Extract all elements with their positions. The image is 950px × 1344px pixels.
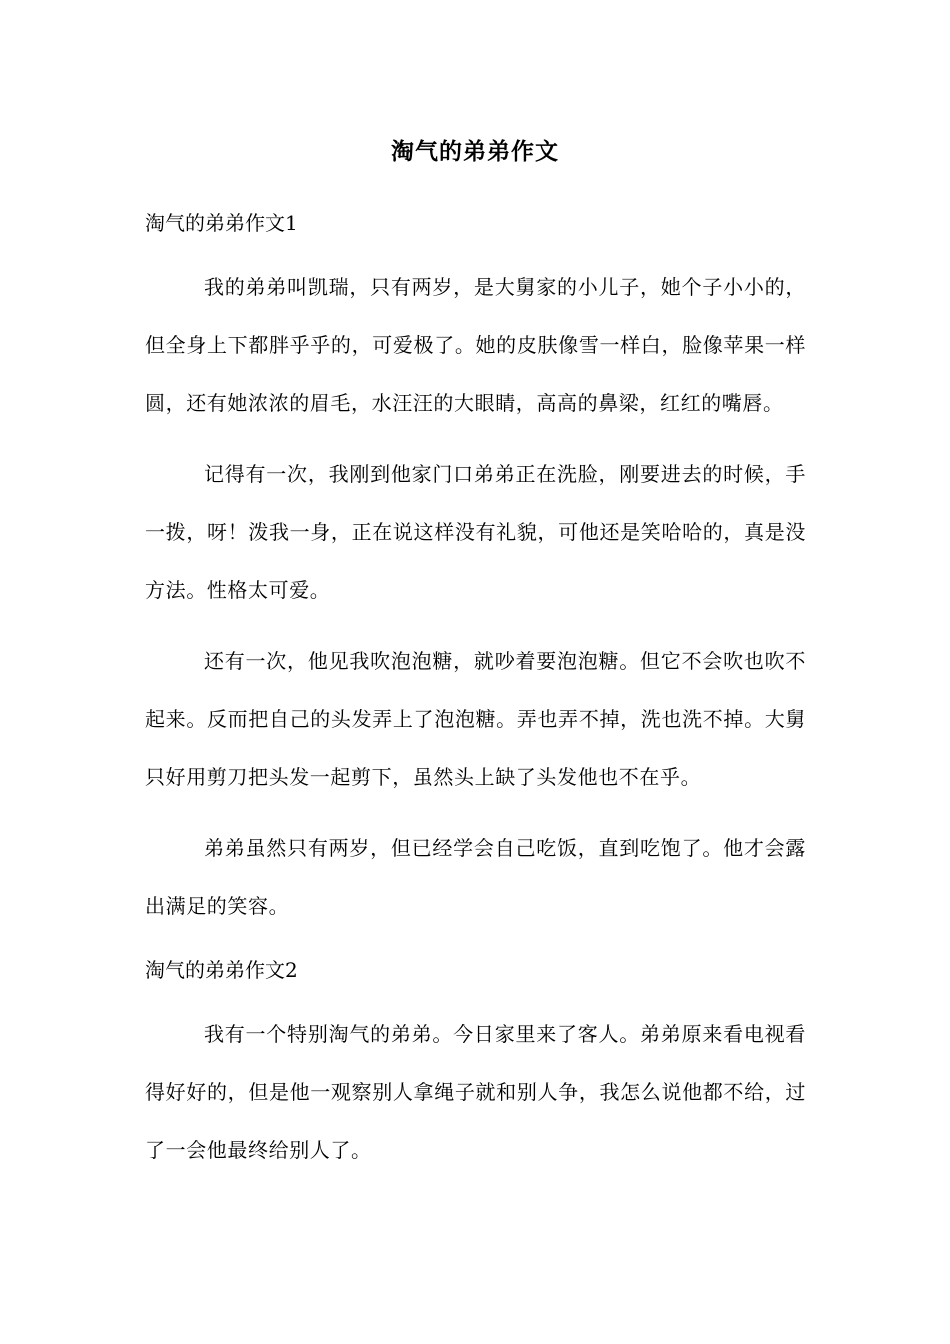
document-body xyxy=(145,201,806,1192)
paragraph: 弟弟虽然只有两岁，但已经学会自己吃饭，直到吃饱了。他才会露出满足的笑容。 xyxy=(145,836,806,918)
paragraph: 我的弟弟叫凯瑞，只有两岁，是大舅家的小儿子，她个子小小的，但全身上下都胖乎乎的，可爱极了。她的皮肤像雪一样白，脸像苹果一样圆，还有她浓浓的眉毛，水汪汪的大眼睛，高高的鼻梁，红红的嘴唇。 xyxy=(145,275,806,415)
paragraph: 记得有一次，我刚到他家门口弟弟正在洗脸，刚要进去的时候，手一拨，呀！泼我一身，正在说这样没有礼貌，可他还是笑哈哈的，真是没方法。性格太可爱。 xyxy=(145,462,806,602)
section-heading: 淘气的弟弟作文1 xyxy=(145,211,298,235)
paragraph: 还有一次，他见我吹泡泡糖，就吵着要泡泡糖。但它不会吹也吹不起来。反而把自己的头发弄上了泡泡糖。弄也弄不掉，洗也洗不掉。大舅只好用剪刀把头发一起剪下，虽然头上缺了头发他也不在乎。 xyxy=(145,649,806,789)
essay-section-2 xyxy=(145,948,806,1179)
paragraph: 我有一个特别淘气的弟弟。今日家里来了客人。弟弟原来看电视看得好好的，但是他一观察别人拿绳子就和别人争，我怎么说他都不给，过了一会他最终给别人了。 xyxy=(145,1022,806,1162)
document-title: 淘气的弟弟作文 xyxy=(391,138,559,165)
essay-section-1 xyxy=(145,201,806,935)
section-heading: 淘气的弟弟作文2 xyxy=(145,958,298,982)
